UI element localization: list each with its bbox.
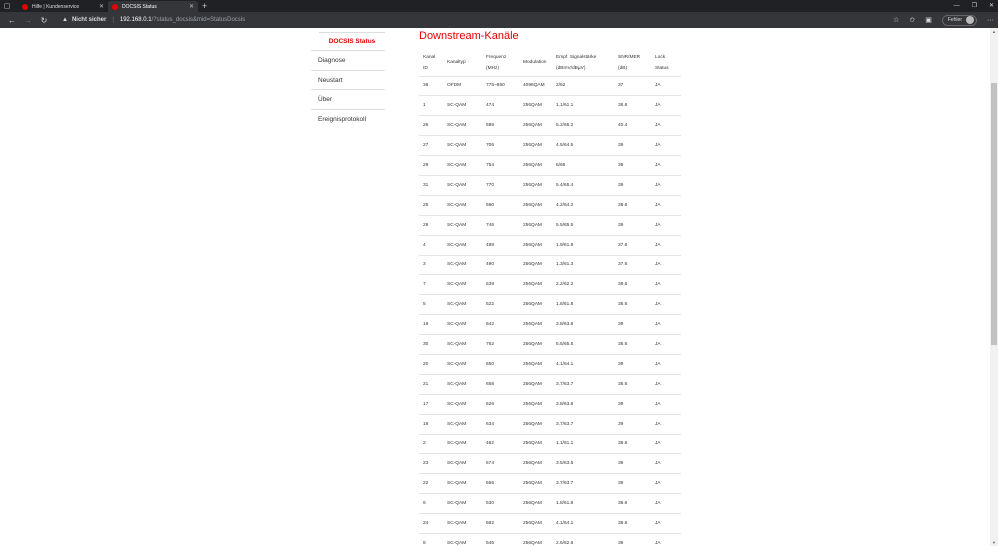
table-cell: JA <box>651 215 681 235</box>
table-cell: 256QAM <box>519 454 552 474</box>
table-cell: 2 <box>419 434 443 454</box>
table-cell: 5 <box>419 295 443 315</box>
table-cell: 2.2/62.2 <box>552 275 614 295</box>
table-cell: 256QAM <box>519 275 552 295</box>
table-cell: 39 <box>614 394 651 414</box>
table-cell: 626 <box>482 394 519 414</box>
column-header-line: (MHz) <box>486 65 500 71</box>
table-cell: 256QAM <box>519 96 552 116</box>
table-cell: 18 <box>419 414 443 434</box>
table-row <box>419 215 681 235</box>
table-cell: 4.5/64.5 <box>552 136 614 156</box>
url-field[interactable] <box>62 17 893 23</box>
table-cell: JA <box>651 434 681 454</box>
table-row <box>419 533 681 546</box>
table-cell: 5.5/65.5 <box>552 215 614 235</box>
table-cell: JA <box>651 275 681 295</box>
maximize-icon[interactable]: ❐ <box>971 3 977 9</box>
table-cell: SC-QAM <box>443 175 482 195</box>
table-cell: 39 <box>614 354 651 374</box>
column-header-line: Empf. Signalstärke <box>556 54 597 60</box>
table-cell: 746 <box>482 215 519 235</box>
security-label[interactable]: Nicht sicher <box>71 17 107 23</box>
url-path: /?status_docsis&mid=StatusDocsis <box>151 17 246 23</box>
table-cell: 482 <box>482 434 519 454</box>
table-cell: 770 <box>482 175 519 195</box>
table-cell: 38.6 <box>614 335 651 355</box>
table-row <box>419 136 681 156</box>
table-cell: 698 <box>482 116 519 136</box>
table-cell: 650 <box>482 354 519 374</box>
tab-title: Hilfe | Kundenservice <box>32 3 80 10</box>
table-cell: 256QAM <box>519 374 552 394</box>
table-cell: JA <box>651 414 681 434</box>
table-row <box>419 76 681 96</box>
sidebar-item-ueber[interactable]: Über <box>311 89 385 109</box>
column-header-line: Lock <box>655 54 666 60</box>
table-cell: 38.6 <box>614 374 651 394</box>
table-row <box>419 235 681 255</box>
table-cell: 23 <box>419 454 443 474</box>
window-close-icon[interactable]: ✕ <box>988 3 994 9</box>
table-cell: 3.7/63.7 <box>552 414 614 434</box>
table-cell: 39 <box>614 474 651 494</box>
table-cell: 37 <box>614 76 651 96</box>
table-row <box>419 295 681 315</box>
table-cell: JA <box>651 116 681 136</box>
table-cell: 546 <box>482 533 519 546</box>
table-cell: 29 <box>419 156 443 176</box>
column-header <box>419 50 443 76</box>
table-cell: SC-QAM <box>443 315 482 335</box>
favorites-icon[interactable]: ✩ <box>909 17 916 24</box>
table-cell: 39 <box>614 136 651 156</box>
table-cell: 256QAM <box>519 136 552 156</box>
table-cell: 690 <box>482 195 519 215</box>
table-cell: 3.8/63.8 <box>552 394 614 414</box>
profile-label: Fehler <box>947 17 962 23</box>
table-cell: SC-QAM <box>443 374 482 394</box>
table-cell: 4 <box>419 235 443 255</box>
page-content <box>0 28 998 546</box>
table-cell: 4.1/64.1 <box>552 354 614 374</box>
forward-icon[interactable]: → <box>24 15 32 25</box>
close-icon[interactable]: ✕ <box>98 4 104 10</box>
column-header-line: Modulation <box>523 60 547 66</box>
tab-actions-icon[interactable]: ▢ <box>3 3 11 10</box>
table-cell: 256QAM <box>519 514 552 534</box>
table-cell: OFDM <box>443 76 482 96</box>
table-cell: 6 <box>419 494 443 514</box>
vodafone-favicon-icon <box>22 4 28 10</box>
table-cell: SC-QAM <box>443 434 482 454</box>
browser-tab-bar <box>0 0 998 12</box>
table-cell: SC-QAM <box>443 156 482 176</box>
table-cell: JA <box>651 394 681 414</box>
table-cell: JA <box>651 96 681 116</box>
column-header <box>552 50 614 76</box>
table-row <box>419 374 681 394</box>
column-header <box>519 50 552 76</box>
table-cell: 1 <box>419 96 443 116</box>
table-cell: 666 <box>482 474 519 494</box>
table-row <box>419 275 681 295</box>
table-cell: JA <box>651 295 681 315</box>
scrollbar[interactable] <box>990 28 998 546</box>
table-cell: 3 <box>419 255 443 275</box>
table-cell: JA <box>651 494 681 514</box>
table-cell: 5.4/65.4 <box>552 175 614 195</box>
table-cell: 1.3/61.3 <box>552 255 614 275</box>
table-cell: SC-QAM <box>443 255 482 275</box>
table-cell: 256QAM <box>519 354 552 374</box>
separator: | <box>112 17 114 23</box>
table-cell: 24 <box>419 514 443 534</box>
table-row <box>419 474 681 494</box>
table-cell: SC-QAM <box>443 474 482 494</box>
sidebar-item-diagnose[interactable]: Diagnose <box>311 50 385 70</box>
table-cell: 658 <box>482 374 519 394</box>
scroll-up-icon[interactable]: ▲ <box>992 29 996 34</box>
table-cell: 256QAM <box>519 474 552 494</box>
table-cell: 36 <box>419 76 443 96</box>
column-header-line: Kanal <box>423 54 436 60</box>
table-row <box>419 434 681 454</box>
table-cell: 7 <box>419 275 443 295</box>
table-cell: 19 <box>419 315 443 335</box>
column-header-line: ID <box>423 65 428 71</box>
table-cell: JA <box>651 255 681 275</box>
column-header-line: (dB) <box>618 65 628 71</box>
table-row <box>419 454 681 474</box>
table-cell: 682 <box>482 514 519 534</box>
table-cell: SC-QAM <box>443 275 482 295</box>
table-cell: 38.6 <box>614 434 651 454</box>
table-cell: JA <box>651 235 681 255</box>
table-cell: 256QAM <box>519 414 552 434</box>
table-cell: 39 <box>614 454 651 474</box>
table-cell: 38.6 <box>614 295 651 315</box>
table-cell: SC-QAM <box>443 235 482 255</box>
reload-icon[interactable]: ↻ <box>40 15 48 25</box>
table-cell: 4096QAM <box>519 76 552 96</box>
table-cell: 256QAM <box>519 434 552 454</box>
table-row <box>419 255 681 275</box>
downstream-table <box>419 50 681 546</box>
table-cell: SC-QAM <box>443 295 482 315</box>
column-header <box>614 50 651 76</box>
column-header-line: Status <box>655 65 669 71</box>
table-cell: 522 <box>482 295 519 315</box>
table-cell: 5.5/65.5 <box>552 335 614 355</box>
table-cell: JA <box>651 374 681 394</box>
sidebar <box>311 32 385 128</box>
sidebar-item-neustart[interactable]: Neustart <box>311 70 385 90</box>
more-icon[interactable]: ··· <box>987 16 994 24</box>
table-row <box>419 315 681 335</box>
collections-icon[interactable]: ▣ <box>925 17 932 24</box>
table-cell: JA <box>651 474 681 494</box>
table-cell: 38.6 <box>614 96 651 116</box>
table-cell: 30 <box>419 335 443 355</box>
table-cell: 37.6 <box>614 235 651 255</box>
address-bar <box>0 12 998 28</box>
table-cell: JA <box>651 156 681 176</box>
table-cell: 5.2/65.2 <box>552 116 614 136</box>
table-cell: 39 <box>614 533 651 546</box>
table-cell: 754 <box>482 156 519 176</box>
table-cell: JA <box>651 514 681 534</box>
table-cell: 538 <box>482 275 519 295</box>
table-cell: 26 <box>419 116 443 136</box>
table-cell: 674 <box>482 454 519 474</box>
table-cell: SC-QAM <box>443 215 482 235</box>
table-body <box>419 76 681 546</box>
table-cell: 3.7/63.7 <box>552 374 614 394</box>
table-cell: 25 <box>419 195 443 215</box>
table-cell: 642 <box>482 315 519 335</box>
table-cell: 762 <box>482 335 519 355</box>
table-cell: SC-QAM <box>443 96 482 116</box>
table-cell: 39 <box>614 414 651 434</box>
table-row <box>419 394 681 414</box>
vodafone-favicon-icon <box>112 4 118 10</box>
add-favorite-icon[interactable]: ☆ <box>893 17 900 24</box>
table-cell: 40.4 <box>614 116 651 136</box>
table-cell: 39 <box>614 215 651 235</box>
table-row <box>419 195 681 215</box>
table-cell: 38.6 <box>614 514 651 534</box>
table-cell: 498 <box>482 235 519 255</box>
back-icon[interactable]: ← <box>8 15 16 25</box>
table-cell: 31 <box>419 175 443 195</box>
table-cell: 4.2/64.2 <box>552 195 614 215</box>
table-cell: 256QAM <box>519 533 552 546</box>
table-cell: JA <box>651 76 681 96</box>
table-cell: 39 <box>614 315 651 335</box>
table-cell: JA <box>651 335 681 355</box>
table-cell: 27 <box>419 136 443 156</box>
table-cell: 706 <box>482 136 519 156</box>
table-cell: JA <box>651 195 681 215</box>
table-cell: JA <box>651 454 681 474</box>
table-cell: 38.6 <box>614 195 651 215</box>
table-cell: 256QAM <box>519 175 552 195</box>
table-cell: SC-QAM <box>443 394 482 414</box>
sidebar-item-ereignisprotokoll[interactable]: Ereignisprotokoll <box>311 109 385 129</box>
table-cell: SC-QAM <box>443 414 482 434</box>
table-cell: SC-QAM <box>443 136 482 156</box>
table-cell: JA <box>651 175 681 195</box>
table-cell: 256QAM <box>519 255 552 275</box>
column-header-line: Frequenz <box>486 54 507 60</box>
close-icon[interactable]: ✕ <box>188 4 194 10</box>
sidebar-header[interactable]: DOCSIS Status <box>319 32 385 50</box>
table-cell: 39 <box>614 156 651 176</box>
window-controls <box>954 0 994 12</box>
scroll-down-icon[interactable]: ▼ <box>992 540 996 545</box>
table-row <box>419 116 681 136</box>
main-content <box>419 30 681 546</box>
avatar <box>966 16 974 24</box>
table-cell: JA <box>651 136 681 156</box>
table-cell: 256QAM <box>519 295 552 315</box>
table-cell: 1.8/61.8 <box>552 494 614 514</box>
column-header-line: (dBmV/dBµV) <box>556 65 586 71</box>
table-cell: SC-QAM <box>443 494 482 514</box>
table-row <box>419 175 681 195</box>
table-cell: 39 <box>614 175 651 195</box>
profile-button[interactable] <box>942 15 977 26</box>
table-cell: 256QAM <box>519 195 552 215</box>
column-header <box>651 50 681 76</box>
table-cell: SC-QAM <box>443 195 482 215</box>
table-cell: 256QAM <box>519 315 552 335</box>
table-row <box>419 494 681 514</box>
table-cell: 256QAM <box>519 156 552 176</box>
table-cell: 256QAM <box>519 394 552 414</box>
table-cell: 4.1/64.1 <box>552 514 614 534</box>
table-cell: SC-QAM <box>443 533 482 546</box>
table-cell: 474 <box>482 96 519 116</box>
table-cell: SC-QAM <box>443 116 482 136</box>
table-cell: 256QAM <box>519 494 552 514</box>
table-row <box>419 96 681 116</box>
table-cell: 21 <box>419 374 443 394</box>
table-row <box>419 514 681 534</box>
table-cell: 634 <box>482 414 519 434</box>
table-cell: 1.8/61.8 <box>552 295 614 315</box>
table-row <box>419 156 681 176</box>
table-cell: 256QAM <box>519 116 552 136</box>
table-cell: 3.8/63.8 <box>552 315 614 335</box>
column-header-line: SNR/MER <box>618 54 641 60</box>
toolbar-actions <box>893 15 994 26</box>
table-row <box>419 354 681 374</box>
table-cell: JA <box>651 354 681 374</box>
page-title: Downstream-Kanäle <box>419 30 519 42</box>
table-cell: 775~860 <box>482 76 519 96</box>
table-cell: 22 <box>419 474 443 494</box>
table-cell: 1.9/61.9 <box>552 235 614 255</box>
column-header <box>443 50 482 76</box>
table-cell: 38.6 <box>614 275 651 295</box>
table-cell: SC-QAM <box>443 514 482 534</box>
table-cell: 3.7/63.7 <box>552 474 614 494</box>
table-cell: 20 <box>419 354 443 374</box>
table-cell: SC-QAM <box>443 335 482 355</box>
table-cell: JA <box>651 315 681 335</box>
table-cell: 256QAM <box>519 215 552 235</box>
table-cell: SC-QAM <box>443 354 482 374</box>
column-header-line: Kanaltyp <box>447 60 466 66</box>
column-header <box>482 50 519 76</box>
table-cell: 28 <box>419 215 443 235</box>
table-cell: 1.1/61.1 <box>552 96 614 116</box>
scrollbar-thumb[interactable] <box>991 83 997 345</box>
url-host: 192.168.0.1 <box>119 17 152 23</box>
warning-icon[interactable]: ▲ <box>62 17 68 23</box>
table-cell: 2.6/62.6 <box>552 533 614 546</box>
tab-title: DOCSIS Status <box>122 3 157 10</box>
table-cell: 490 <box>482 255 519 275</box>
table-row <box>419 335 681 355</box>
table-cell: 3.5/63.5 <box>552 454 614 474</box>
table-cell: 1.1/61.1 <box>552 434 614 454</box>
table-cell: SC-QAM <box>443 454 482 474</box>
tab-hilfe[interactable] <box>18 1 108 12</box>
table-cell: 2/62 <box>552 76 614 96</box>
table-cell: 256QAM <box>519 235 552 255</box>
table-header-row <box>419 50 681 76</box>
new-tab-icon[interactable]: + <box>202 1 208 11</box>
table-cell: 6/66 <box>552 156 614 176</box>
table-row <box>419 414 681 434</box>
table-cell: JA <box>651 533 681 546</box>
tab-docsis-status[interactable] <box>108 1 198 12</box>
minimize-icon[interactable]: — <box>953 3 960 9</box>
table-cell: 17 <box>419 394 443 414</box>
table-cell: 37.6 <box>614 255 651 275</box>
table-cell: 530 <box>482 494 519 514</box>
table-cell: 38.6 <box>614 494 651 514</box>
table-cell: 256QAM <box>519 335 552 355</box>
table-cell: 8 <box>419 533 443 546</box>
